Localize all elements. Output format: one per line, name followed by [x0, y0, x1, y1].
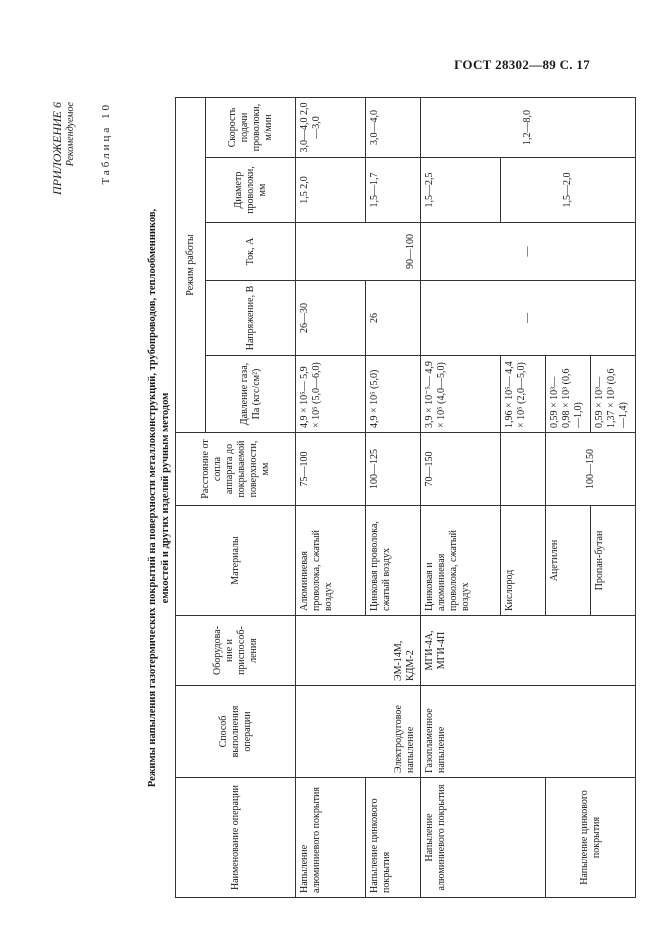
- cell-operation: Напыление алюминиевого покрытия: [421, 778, 546, 898]
- cell-diameter: 1,5—2,0: [501, 158, 636, 223]
- table-number: Таблица 10: [100, 102, 112, 185]
- cell-speed: 3,0—4,0: [366, 97, 421, 157]
- cell-diameter: 1,5—1,7: [366, 158, 421, 223]
- cell-voltage: —: [421, 281, 636, 356]
- cell-equipment: ЭМ-14М, КДМ-2: [296, 616, 421, 686]
- cell-operation: Напыление цинкового покрытия: [546, 778, 636, 898]
- table-title-line-2: емкостей и других изделий ручным методом: [160, 392, 171, 604]
- appendix-subtitle: Рекомендуемое: [65, 102, 76, 167]
- cell-speed: 1,2—8,0: [421, 97, 636, 157]
- cell-equipment: МГИ-4А, МГИ-4П: [421, 616, 636, 686]
- cell-operation: Напыление алюминиевого покрытия: [296, 778, 366, 898]
- cell-diameter: 1,5 2,0: [296, 158, 366, 223]
- cell-material: Цинковая и алюминиевая проволока, сжатый воздух: [421, 506, 501, 616]
- cell-voltage: 26: [366, 281, 421, 356]
- cell-material: Пропан-бутан: [591, 506, 636, 616]
- cell-material: Цинковая проволока, сжатый воздух: [366, 506, 421, 616]
- cell-material: Ацетилен: [546, 506, 591, 616]
- col-header-voltage: Напряжение, В: [206, 281, 296, 356]
- cell-method: Газопламенное напыление: [421, 686, 636, 778]
- col-header-method: Способ выполнения операции: [176, 686, 296, 778]
- table-row: [421, 97, 501, 897]
- cell-pressure: 0,59 × 10³— 0,98 × 10³ (0,6—1,0): [546, 356, 591, 433]
- cell-distance: 75—100: [296, 433, 366, 506]
- col-header-mode-group: Режим работы: [176, 97, 206, 432]
- cell-current: 90—100: [296, 223, 421, 281]
- table-title: [146, 98, 172, 898]
- cell-material: Кислород: [501, 506, 546, 616]
- col-header-distance: Расстояние от сопла аппарата до покрываемой поверхности, мм: [176, 433, 296, 506]
- cell-current: —: [421, 223, 636, 281]
- cell-distance-empty: [501, 433, 546, 506]
- col-header-current: Ток, А: [206, 223, 296, 281]
- cell-distance: 70—150: [421, 433, 501, 506]
- col-header-materials: Материалы: [176, 506, 296, 616]
- cell-voltage: 26—30: [296, 281, 366, 356]
- appendix-label: [50, 102, 78, 195]
- cell-operation: Напыление цинкового покрытия: [366, 778, 421, 898]
- table-title-line-1: Режимы напыления газотермических покрытий на поверхности металлоконструкций, трубопроводов, теплообменников,: [147, 208, 158, 788]
- document-header-code: ГОСТ 28302—89 С. 17: [454, 57, 590, 72]
- spraying-modes-table: [175, 97, 636, 898]
- appendix-title: ПРИЛОЖЕНИЕ 6: [50, 102, 64, 195]
- cell-distance: 100—125: [366, 433, 421, 506]
- table-row: [296, 97, 366, 897]
- col-header-diameter: Диаметр проволоки, мм: [206, 158, 296, 223]
- cell-pressure: 0,59 × 10³— 1,37 × 10³ (0,6—1,4): [591, 356, 636, 433]
- cell-method: Электродуговое напыление: [296, 686, 421, 778]
- table-row: [366, 97, 421, 897]
- cell-pressure: 1,96 × 10⁵— 4,4 × 10⁵ (2,0—5,0): [501, 356, 546, 433]
- cell-diameter: 1,5—2,5: [421, 158, 501, 223]
- col-header-speed: Скорость подачи проволоки, м/мин: [206, 97, 296, 157]
- col-header-operation: Наименование операции: [176, 778, 296, 898]
- cell-pressure: 4,9 × 10⁵ (5,0): [366, 356, 421, 433]
- rotated-page-content: [38, 98, 629, 898]
- cell-pressure: 4,9 × 10⁵— 5,9 × 10⁵ (5,0—6,0): [296, 356, 366, 433]
- cell-pressure: 3,9 × 10⁻⁵— 4,9 × 10⁵ (4,0—5,0): [421, 356, 501, 433]
- cell-speed: 3,0—4,0 2,0—3,0: [296, 97, 366, 157]
- cell-material: Алюминиевая проволока, сжатый воздух: [296, 506, 366, 616]
- col-header-pressure: Давление газа, Па (кгс/см²): [206, 356, 296, 433]
- cell-distance: 100—150: [546, 433, 636, 506]
- col-header-equipment: Оборудова-ние и приспособ-ления: [176, 616, 296, 686]
